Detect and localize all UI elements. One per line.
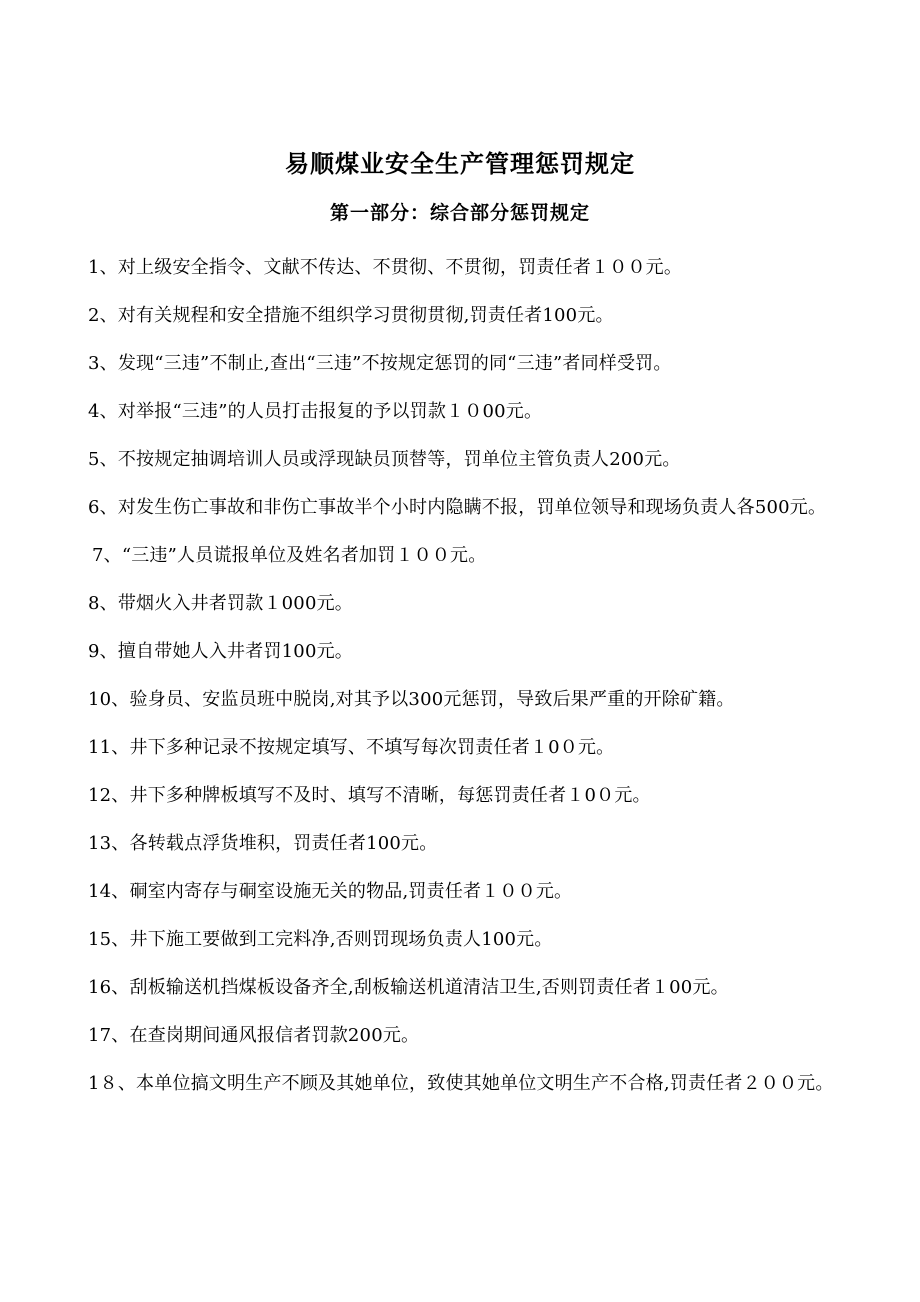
document-title: 易顺煤业安全生产管理惩罚规定 xyxy=(285,149,635,178)
rule-item-18: 1８、本单位搞文明生产不顾及其她单位，致使其她单位文明生产不合格,罚责任者２００元。 xyxy=(88,1073,834,1094)
rule-item-4: 4、对举报“三违”的人员打击报复的予以罚款１０00元。 xyxy=(88,401,543,422)
rules-list xyxy=(44,244,880,1108)
rule-item-1: 1、对上级安全指令、文献不传达、不贯彻、不贯彻，罚责任者１００元。 xyxy=(88,257,683,278)
rule-item-2: 2、对有关规程和安全措施不组织学习贯彻贯彻,罚责任者100元。 xyxy=(88,305,614,326)
rule-item-10: 10、验身员、安监员班中脱岗,对其予以300元惩罚，导致后果严重的开除矿籍。 xyxy=(88,689,735,710)
rule-item-3: 3、发现“三违”不制止,查出“三违”不按规定惩罚的同“三违”者同样受罚。 xyxy=(88,353,672,374)
rule-item-6: 6、对发生伤亡事故和非伤亡事故半个小时内隐瞒不报，罚单位领导和现场负责人各500元。 xyxy=(88,497,827,518)
rule-item-9: 9、擅自带她人入井者罚100元。 xyxy=(88,641,354,662)
section-heading: 第一部分：综合部分惩罚规定 xyxy=(329,202,590,224)
rule-item-7: 7、“三违”人员谎报单位及姓名者加罚１００元。 xyxy=(92,545,487,566)
rule-item-8: 8、带烟火入井者罚款１000元。 xyxy=(88,593,354,614)
rule-item-14: 14、硐室内寄存与硐室设施无关的物品,罚责任者１００元。 xyxy=(88,881,573,902)
rule-item-11: 11、井下多种记录不按规定填写、不填写每次罚责任者１0０元。 xyxy=(88,737,615,758)
rule-item-12: 12、井下多种牌板填写不及时、填写不清晰，每惩罚责任者１0０元。 xyxy=(88,785,651,806)
rule-item-13: 13、各转载点浮货堆积，罚责任者100元。 xyxy=(88,833,438,854)
rule-item-16: 16、刮板输送机挡煤板设备齐全,刮板输送机道清洁卫生,否则罚责任者１00元。 xyxy=(88,977,729,998)
rule-item-15: 15、井下施工要做到工完料净,否则罚现场负责人100元。 xyxy=(88,929,553,950)
rule-item-17: 17、在查岗期间通风报信者罚款200元。 xyxy=(88,1025,420,1046)
rule-item-5: 5、不按规定抽调培训人员或浮现缺员顶替等，罚单位主管负责人200元。 xyxy=(88,449,681,470)
